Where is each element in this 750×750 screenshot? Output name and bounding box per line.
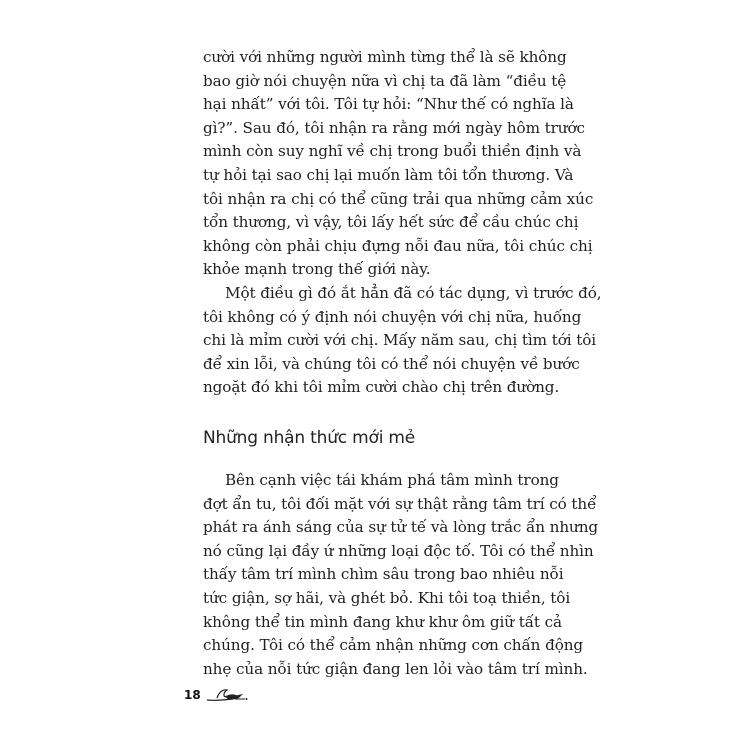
text-line: bao giờ nói chuyện nữa vì chị ta đã làm “điều tệ: [203, 71, 567, 90]
text-line: Một điều gì đó ắt hẳn đã có tác dụng, vì trước đó,: [225, 283, 602, 302]
body-text-top: [203, 46, 602, 400]
text-line: hại nhất” với tôi. Tôi tự hỏi: “Như thế có nghĩa là: [203, 95, 574, 114]
text-line: chi là mỉm cười với chị. Mấy năm sau, chị tìm tới tôi: [203, 331, 597, 350]
text-line: gì?”. Sau đó, tôi nhận ra rằng mới ngày hôm trước: [203, 118, 585, 137]
bird-ornament-icon: [205, 686, 249, 704]
text-line: không thể tin mình đang khư khư ôm giữ tất cả: [203, 612, 562, 631]
text-line: tự hỏi tại sao chị lại muốn làm tôi tổn thương. Và: [203, 165, 574, 184]
paragraph-2: [203, 282, 602, 400]
paragraph-3: [203, 469, 599, 681]
text-line: chúng. Tôi có thể cảm nhận những cơn chấn động: [203, 636, 584, 655]
text-line: nhẹ của nỗi tức giận đang len lỏi vào tâm trí mình.: [203, 659, 588, 678]
text-line: đợt ẩn tu, tôi đối mặt với sự thật rằng tâm trí có thể: [203, 494, 597, 513]
paragraph-1: [203, 46, 594, 282]
text-line: không còn phải chịu đựng nỗi đau nữa, tôi chúc chị: [203, 236, 593, 255]
text-line: phát ra ánh sáng của sự tử tế và lòng trắc ẩn nhưng: [203, 518, 599, 537]
text-line: cười với những người mình từng thể là sẽ không: [203, 48, 567, 66]
text-line: tôi nhận ra chị có thể cũng trải qua những cảm xúc: [203, 189, 594, 208]
text-line: để xin lỗi, và chúng tôi có thể nói chuyện về bước: [203, 354, 580, 373]
text-line: Bên cạnh việc tái khám phá tâm mình trong: [225, 471, 559, 489]
text-line: thấy tâm trí mình chìm sâu trong bao nhiêu nỗi: [203, 565, 564, 584]
page-number: 18: [184, 688, 201, 702]
text-line: tức giận, sợ hãi, và ghét bỏ. Khi tôi toạ thiền, tôi: [203, 588, 571, 607]
text-line: khỏe mạnh trong thế giới này.: [203, 260, 431, 279]
text-line: tôi không có ý định nói chuyện với chị nữa, huống: [203, 307, 582, 326]
section-heading: Những nhận thức mới mẻ: [203, 428, 416, 448]
body-text-bottom: [203, 469, 599, 681]
text-line: ngoặt đó khi tôi mỉm cười chào chị trên đường.: [203, 378, 560, 397]
page-footer: [184, 686, 249, 704]
text-line: nó cũng lại đầy ứ những loại độc tố. Tôi có thể nhìn: [203, 541, 594, 560]
text-line: mình còn suy nghĩ về chị trong buổi thiền định và: [203, 142, 582, 161]
text-line: tổn thương, vì vậy, tôi lấy hết sức để cầu chúc chị: [203, 213, 579, 232]
